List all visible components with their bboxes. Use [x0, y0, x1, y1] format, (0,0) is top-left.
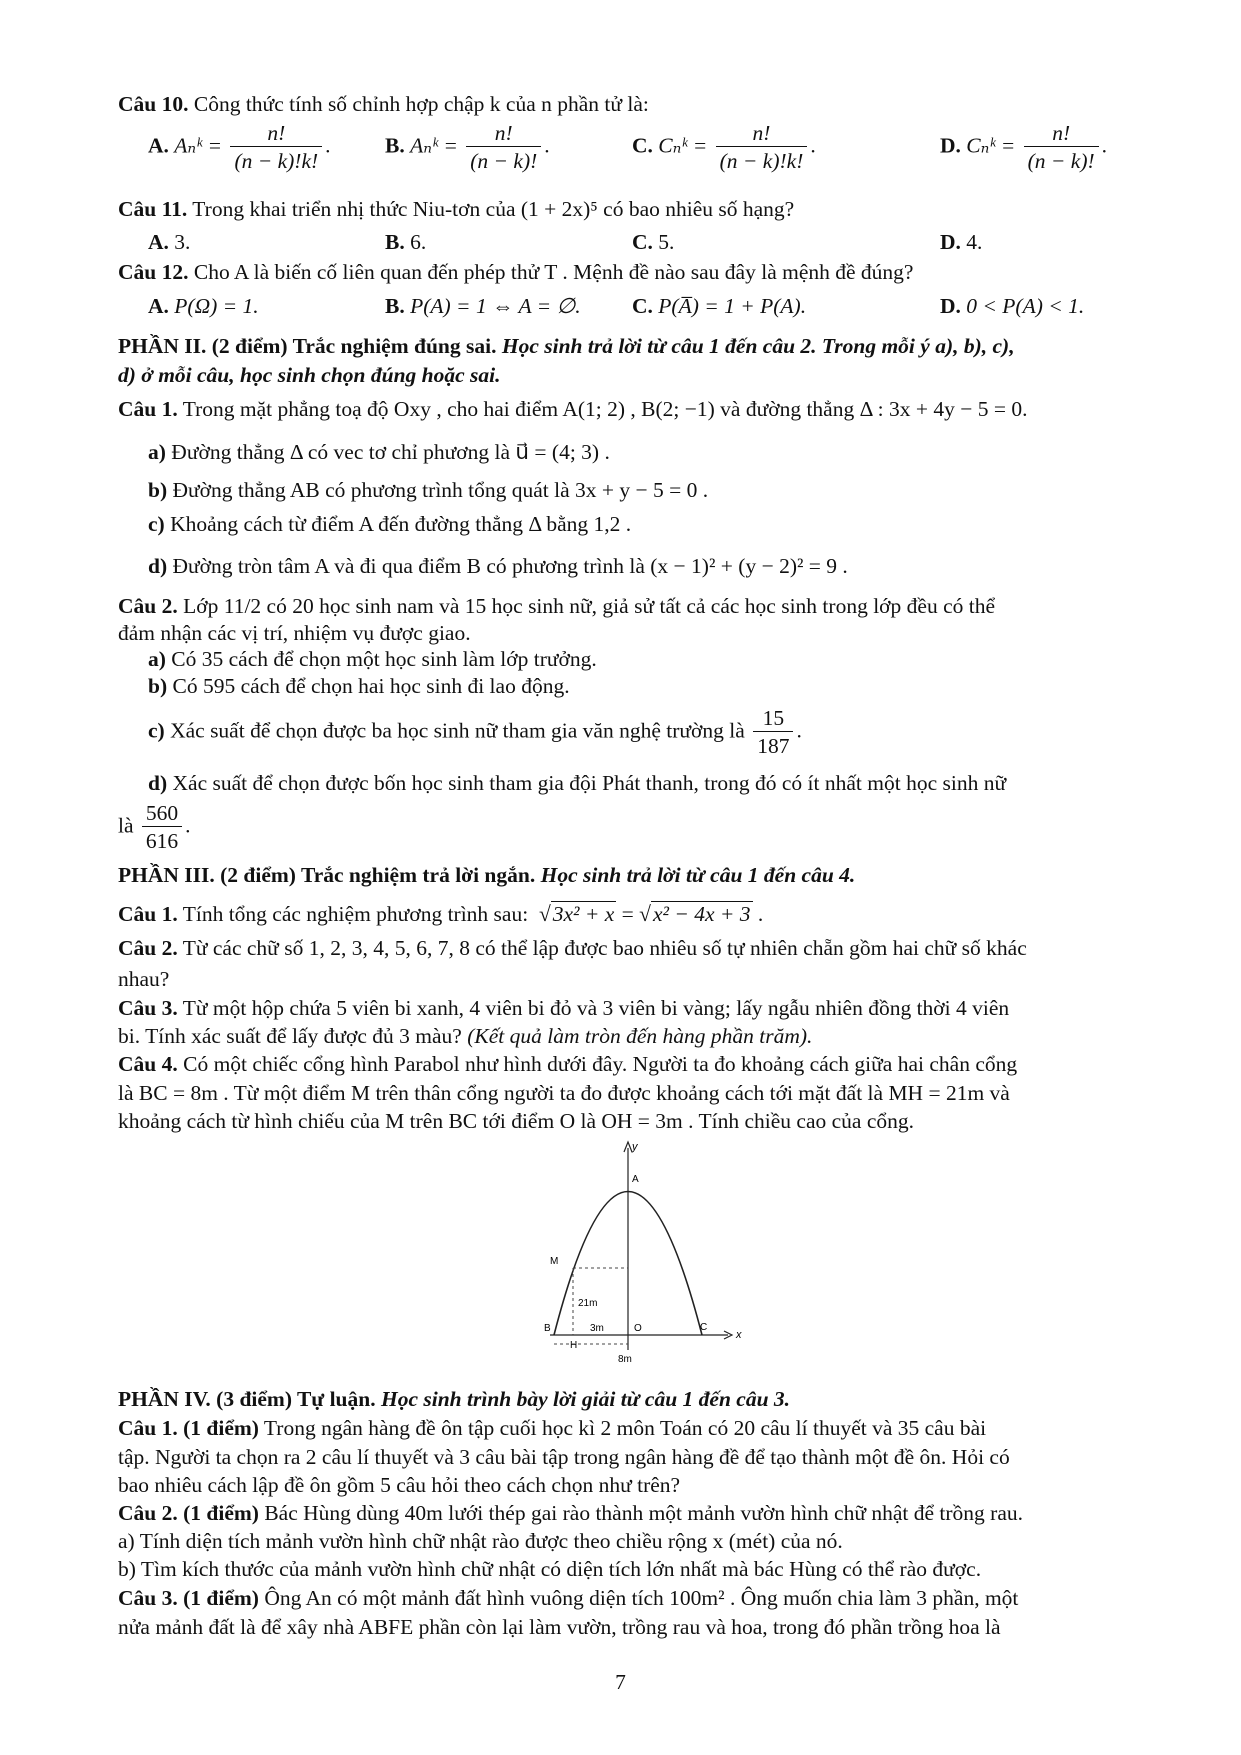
q12-option-b-value: P(A) = 1 ⇔ A = ∅.	[404, 294, 581, 318]
q10-option-d-tail: .	[1101, 133, 1108, 158]
part2-q2-item-c-label: c)	[148, 718, 165, 743]
part3-q4-label: Câu 4.	[118, 1052, 178, 1076]
q10-line	[118, 91, 649, 117]
q10-option-d-num: n!	[1052, 121, 1071, 145]
q11-option-c-value: 5.	[652, 230, 675, 254]
part3-title: PHẦN III. (2 điểm) Trắc nghiệm trả lời ngắn.	[118, 863, 536, 887]
q10-option-c-fraction	[716, 120, 808, 175]
part4-q2-item-a: a) Tính diện tích mảnh vườn hình chữ nhật rào được theo chiều rộng x (mét) của nó.	[118, 1529, 843, 1553]
part3-q4-text-1: Có một chiếc cổng hình Parabol như hình dưới đây. Người ta đo khoảng cách giữa hai chân cổng	[177, 1052, 1018, 1076]
q10-option-b-lhs: Aₙᵏ =	[410, 133, 458, 158]
part2-q2-item-d-la: là	[118, 813, 134, 838]
part2-q1-item-b-label: b)	[148, 478, 168, 502]
q10-option-d-fraction	[1024, 120, 1099, 175]
part4-q1-text-1: Trong ngân hàng đề ôn tập cuối học kì 2 môn Toán có 20 câu lí thuyết và 35 câu bài	[258, 1416, 987, 1440]
part4-title: PHẦN IV. (3 điểm) Tự luận.	[118, 1387, 376, 1411]
parabola-gate-figure	[530, 1138, 780, 1374]
q11-option-a-value: 3.	[168, 230, 191, 254]
part4-q1-label: Câu 1. (1 điểm)	[118, 1416, 259, 1440]
part2-q1-item-a-label: a)	[148, 440, 166, 464]
part2-q2-item-c-den: 187	[753, 731, 793, 760]
part2-q1-label: Câu 1.	[118, 397, 178, 421]
part2-instructions-1: Học sinh trả lời từ câu 1 đến câu 2. Trong mỗi ý a), b), c),	[496, 334, 1015, 358]
q11-option-d-value: 4.	[960, 230, 983, 254]
part2-q1-item-c-text: Khoảng cách từ điểm A đến đường thẳng Δ bằng 1,2 .	[164, 512, 632, 536]
q10-option-a-num: n!	[267, 121, 286, 145]
part2-q2-label: Câu 2.	[118, 594, 178, 618]
part3-q1-text: Tính tổng các nghiệm phương trình sau:	[177, 902, 529, 926]
q10-text: Công thức tính số chỉnh hợp chập k của n phần tử là:	[188, 92, 649, 116]
part4-q3-text-2: nửa mảnh đất là để xây nhà ABFE phần còn lại làm vườn, trồng rau và hoa, trong đó phần trồng hoa là	[118, 1615, 1001, 1639]
part2-q1-item-b	[148, 477, 708, 503]
part2-q2-text-1: Lớp 11/2 có 20 học sinh nam và 15 học sinh nữ, giả sử tất cả các học sinh trong lớp đều có thể	[177, 594, 996, 618]
part3-heading	[118, 862, 855, 888]
q11-option-c-letter: C.	[632, 230, 653, 254]
part4-q3-text-1: Ông An có một mảnh đất hình vuông diện tích 100m² . Ông muốn chia làm 3 phần, một	[258, 1586, 1019, 1610]
part3-q2-text-1: Từ các chữ số 1, 2, 3, 4, 5, 6, 7, 8 có thể lập được bao nhiêu số tự nhiên chẵn gồm hai chữ số khác	[177, 936, 1027, 960]
part2-q2-item-a-text: Có 35 cách để chọn một học sinh làm lớp trưởng.	[165, 647, 597, 671]
part3-q1-eq-left: 3x² + x	[552, 902, 615, 926]
q11-line	[118, 196, 794, 222]
q10-option-d-letter: D.	[940, 133, 961, 158]
part4-q1-text-3: bao nhiêu cách lập đề ôn gồm 5 câu hỏi theo cách chọn như trên?	[118, 1473, 681, 1497]
q11-option-a-letter: A.	[148, 230, 169, 254]
part2-q1-item-a-text: Đường thẳng Δ có vec tơ chỉ phương là u⃗ = (4; 3) .	[165, 440, 610, 464]
q11-option-b	[385, 229, 426, 255]
part2-q1-item-a	[148, 439, 610, 465]
q10-option-d	[940, 120, 1107, 175]
part3-q3-label: Câu 3.	[118, 996, 178, 1020]
part2-q1-item-c	[148, 511, 631, 537]
part4-heading	[118, 1386, 790, 1412]
part2-q2-item-d-fraction	[142, 800, 182, 855]
part4-q2-label: Câu 2. (1 điểm)	[118, 1501, 259, 1525]
part3-q1-equation: √3x² + x = √x² − 4x + 3 .	[533, 902, 764, 926]
part3-q4	[118, 1051, 1017, 1077]
q11-option-c	[632, 229, 674, 255]
part2-q2-item-d-answer: là $\frac{560}{616}$ .	[118, 801, 191, 853]
q10-option-a-lhs: Aₙᵏ =	[174, 133, 223, 158]
part3-instructions: Học sinh trả lời từ câu 1 đến câu 4.	[535, 863, 856, 887]
part3-q4-text-2: là BC = 8m . Từ một điểm M trên thân cổng người ta đo được khoảng cách tới mặt đất là MH = 21m và	[118, 1081, 1010, 1105]
part2-q2-item-c-text: Xác suất để chọn được ba học sinh nữ tham gia văn nghệ trường là	[164, 718, 745, 743]
part2-q2-item-d	[148, 770, 1006, 796]
q12-line	[118, 259, 913, 285]
part4-instructions: Học sinh trình bày lời giải từ câu 1 đến câu 3.	[375, 1387, 791, 1411]
part2-q2-item-c: c) Xác suất để chọn được ba học sinh nữ tham gia văn nghệ trường là $\frac{15}{187}$ .	[148, 706, 802, 758]
part2-q2-item-d-num: 560	[145, 801, 179, 825]
q10-option-d-den: (n − k)!	[1024, 146, 1099, 175]
part4-q1	[118, 1415, 986, 1441]
part3-q1-label: Câu 1.	[118, 902, 178, 926]
q12-label: Câu 12.	[118, 260, 189, 284]
q12-option-c-letter: C.	[632, 294, 653, 318]
part3-q3	[118, 995, 1009, 1021]
q12-option-a	[148, 293, 259, 319]
q10-option-c-tail: .	[810, 133, 816, 158]
q12-option-c-value: P(A̅) = 1 + P(A).	[652, 294, 807, 318]
part2-q2-item-d-text: Xác suất để chọn được bốn học sinh tham gia đội Phát thanh, trong đó có ít nhất một học sinh nữ	[167, 771, 1007, 795]
part4-q3	[118, 1585, 1018, 1611]
part2-q2-item-a	[148, 646, 597, 672]
part2-q1-item-c-label: c)	[148, 512, 165, 536]
part2-q2-item-b	[148, 673, 570, 699]
q12-option-a-value: P(Ω) = 1.	[168, 294, 259, 318]
part2-q2-item-a-label: a)	[148, 647, 166, 671]
point-o-label: O	[634, 1323, 642, 1334]
q12-option-a-letter: A.	[148, 294, 169, 318]
q12-option-d	[940, 293, 1084, 319]
q10-option-c-num: n!	[752, 121, 771, 145]
q10-option-b-num: n!	[494, 121, 513, 145]
q11-option-b-letter: B.	[385, 230, 405, 254]
part2-q1-item-d	[148, 553, 848, 579]
q10-option-a-tail: .	[325, 133, 331, 158]
point-c-label: C	[700, 1322, 708, 1333]
point-a-label: A	[632, 1174, 639, 1185]
part2-q2-item-c-num: 15	[762, 706, 785, 730]
q10-option-b-letter: B.	[385, 133, 405, 158]
q10-option-a	[148, 120, 331, 175]
part2-q2-item-b-label: b)	[148, 674, 168, 698]
q10-option-b	[385, 120, 550, 175]
q10-option-c-letter: C.	[632, 133, 653, 158]
x-axis-label: x	[736, 1329, 742, 1341]
part4-q2-text: Bác Hùng dùng 40m lưới thép gai rào thành một mảnh vườn hình chữ nhật để trồng rau.	[258, 1501, 1024, 1525]
part3-q1-eq-right: x² − 4x + 3	[652, 902, 751, 926]
part3-q2-text-2: nhau?	[118, 967, 170, 991]
point-b-label: B	[544, 1323, 551, 1334]
q11-option-a	[148, 229, 190, 255]
part2-q2	[118, 593, 995, 619]
part3-q3-text-2: bi. Tính xác suất để lấy được đủ 3 màu?	[118, 1024, 462, 1048]
q12-option-b	[385, 293, 581, 319]
q11-text: Trong khai triển nhị thức Niu-tơn của (1 + 2x)⁵ có bao nhiêu số hạng?	[187, 197, 795, 221]
part2-q2-item-c-fraction	[753, 705, 793, 760]
part3-q3-text-1: Từ một hộp chứa 5 viên bi xanh, 4 viên bi đỏ và 3 viên bi vàng; lấy ngẫu nhiên đồng thời 4 viên	[177, 996, 1010, 1020]
q12-option-d-value: 0 < P(A) < 1.	[960, 294, 1085, 318]
part3-q3-note: (Kết quả làm tròn đến hàng phần trăm).	[461, 1024, 813, 1048]
q11-option-b-value: 6.	[404, 230, 427, 254]
y-axis-label: y	[632, 1141, 638, 1153]
q10-option-b-tail: .	[544, 133, 550, 158]
part2-q1-item-d-label: d)	[148, 554, 168, 578]
q12-option-c	[632, 293, 806, 319]
oh-length-label: 3m	[590, 1323, 604, 1334]
q10-label: Câu 10.	[118, 92, 189, 116]
bc-length-label: 8m	[618, 1354, 632, 1365]
part2-q2-text-2: đảm nhận các vị trí, nhiệm vụ được giao.	[118, 621, 471, 645]
q10-option-b-den: (n − k)!	[466, 146, 541, 175]
q11-option-d	[940, 229, 982, 255]
part4-q2	[118, 1500, 1023, 1526]
part2-q2-item-d-label: d)	[148, 771, 168, 795]
q12-option-b-letter: B.	[385, 294, 405, 318]
q10-option-a-letter: A.	[148, 133, 169, 158]
part3-q1	[118, 901, 763, 927]
q12-option-d-letter: D.	[940, 294, 961, 318]
q12-text: Cho A là biến cố liên quan đến phép thử T . Mệnh đề nào sau đây là mệnh đề đúng?	[188, 260, 914, 284]
part3-q4-text-3: khoảng cách từ hình chiếu của M trên BC tới điểm O là OH = 3m . Tính chiều cao của cổng.	[118, 1109, 915, 1133]
q11-label: Câu 11.	[118, 197, 188, 221]
mh-length-label: 21m	[578, 1298, 598, 1309]
q10-option-c	[632, 120, 816, 175]
part2-q1-text: Trong mặt phẳng toạ độ Oxy , cho hai điểm A(1; 2) , B(2; −1) và đường thẳng Δ : 3x + 4y − 5 = 0.	[177, 397, 1028, 421]
part2-q2-item-b-text: Có 595 cách để chọn hai học sinh đi lao động.	[167, 674, 570, 698]
page-number: 7	[615, 1670, 626, 1694]
part2-instructions-2: d) ở mỗi câu, học sinh chọn đúng hoặc sai.	[118, 363, 501, 387]
part2-q1	[118, 396, 1027, 422]
part3-q2-label: Câu 2.	[118, 936, 178, 960]
part2-q1-item-b-text: Đường thẳng AB có phương trình tổng quát là 3x + y − 5 = 0 .	[167, 478, 709, 502]
q10-option-a-den: (n − k)!k!	[230, 146, 322, 175]
q10-option-d-lhs: Cₙᵏ =	[966, 133, 1016, 158]
part2-title: PHẦN II. (2 điểm) Trắc nghiệm đúng sai.	[118, 334, 497, 358]
part4-q2-item-b: b) Tìm kích thước của mảnh vườn hình chữ nhật có diện tích lớn nhất mà bác Hùng có thể rào được.	[118, 1557, 982, 1581]
q11-option-d-letter: D.	[940, 230, 961, 254]
part3-q3-line-2	[118, 1023, 812, 1049]
part2-heading	[118, 333, 1015, 359]
part4-q1-text-2: tập. Người ta chọn ra 2 câu lí thuyết và 3 câu bài tập trong ngân hàng đề để tạo thành một đề ôn. Hỏi có	[118, 1445, 1010, 1469]
q10-option-a-fraction	[230, 120, 322, 175]
part2-q1-item-d-text: Đường tròn tâm A và đi qua điểm B có phương trình là (x − 1)² + (y − 2)² = 9 .	[167, 554, 848, 578]
q10-option-c-den: (n − k)!k!	[716, 146, 808, 175]
point-h-label: H	[570, 1340, 578, 1351]
part3-q2	[118, 935, 1027, 961]
q10-option-c-lhs: Cₙᵏ =	[658, 133, 708, 158]
q10-option-b-fraction	[466, 120, 541, 175]
part4-q3-label: Câu 3. (1 điểm)	[118, 1586, 259, 1610]
point-m-label: M	[550, 1256, 559, 1267]
part2-q2-item-d-den: 616	[142, 826, 182, 855]
